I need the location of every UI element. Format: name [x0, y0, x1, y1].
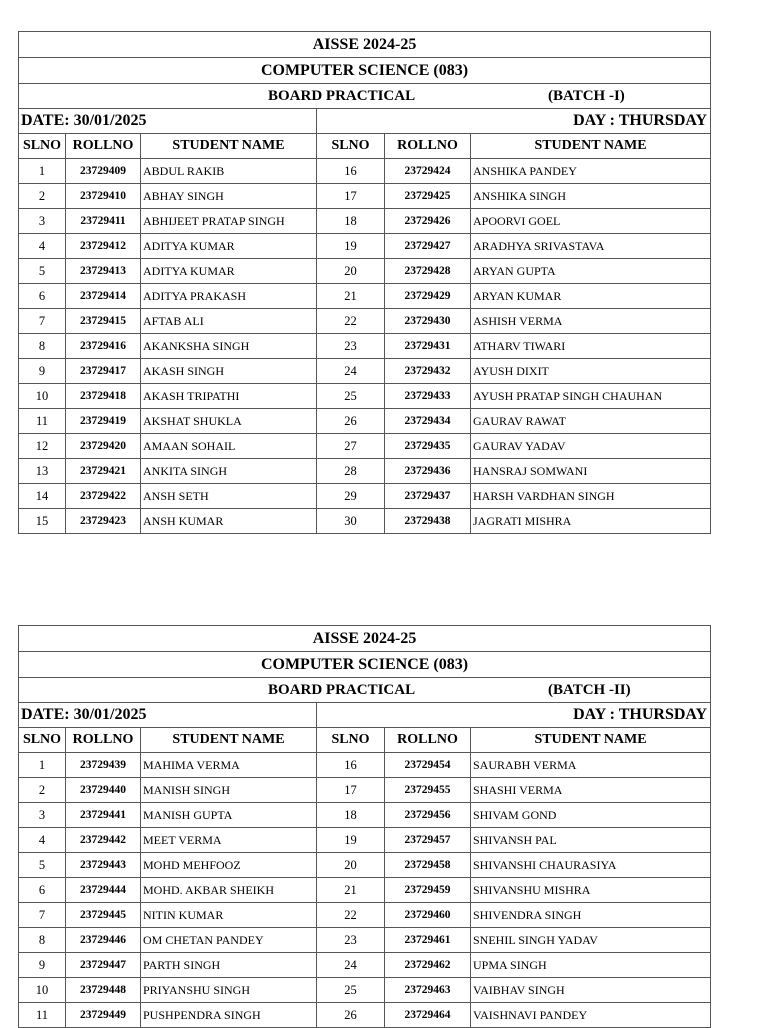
student-name-cell: GAURAV RAWAT	[471, 409, 711, 434]
student-name-cell: ASHISH VERMA	[471, 309, 711, 334]
student-name-cell: PUSHPENDRA SINGH	[141, 1003, 317, 1028]
student-name-cell: NITIN KUMAR	[141, 903, 317, 928]
student-name-cell: AKASH TRIPATHI	[141, 384, 317, 409]
batch-label: (BATCH -I)	[548, 88, 625, 104]
student-name-cell: GAURAV YADAV	[471, 434, 711, 459]
slno-cell: 1	[19, 753, 66, 778]
student-name-cell: AKSHAT SHUKLA	[141, 409, 317, 434]
rollno-cell: 23729459	[385, 878, 471, 903]
slno-cell: 16	[317, 753, 385, 778]
slno-cell: 14	[19, 484, 66, 509]
table-row	[19, 234, 711, 259]
exam-title: AISSE 2024-25	[19, 32, 711, 58]
slno-cell: 20	[317, 853, 385, 878]
student-name-cell: ARYAN GUPTA	[471, 259, 711, 284]
student-name-cell: ADITYA KUMAR	[141, 259, 317, 284]
table-row	[19, 309, 711, 334]
header-rollno: ROLLNO	[385, 134, 471, 159]
rollno-cell: 23729439	[66, 753, 141, 778]
table-row	[19, 409, 711, 434]
slno-cell: 2	[19, 184, 66, 209]
slno-cell: 7	[19, 903, 66, 928]
table-row	[19, 159, 711, 184]
slno-cell: 15	[19, 509, 66, 534]
header-slno: SLNO	[19, 728, 66, 753]
slno-cell: 17	[317, 184, 385, 209]
rollno-cell: 23729444	[66, 878, 141, 903]
slno-cell: 1	[19, 159, 66, 184]
table-row	[19, 878, 711, 903]
rollno-cell: 23729454	[385, 753, 471, 778]
student-name-cell: ADITYA PRAKASH	[141, 284, 317, 309]
batch-1-table	[18, 31, 711, 534]
student-name-cell: SHIVAM GOND	[471, 803, 711, 828]
student-name-cell: ANSHIKA PANDEY	[471, 159, 711, 184]
batch-2-sheet	[18, 625, 710, 1028]
rollno-cell: 23729438	[385, 509, 471, 534]
exam-title: AISSE 2024-25	[19, 626, 711, 652]
table-row	[19, 384, 711, 409]
slno-cell: 16	[317, 159, 385, 184]
student-name-cell: AKASH SINGH	[141, 359, 317, 384]
table-row	[19, 284, 711, 309]
header-student-name: STUDENT NAME	[141, 728, 317, 753]
student-name-cell: SNEHIL SINGH YADAV	[471, 928, 711, 953]
header-slno: SLNO	[317, 728, 385, 753]
slno-cell: 2	[19, 778, 66, 803]
batch-1-sheet	[18, 31, 710, 534]
table-row	[19, 778, 711, 803]
student-name-cell: MANISH SINGH	[141, 778, 317, 803]
student-name-cell: MEET VERMA	[141, 828, 317, 853]
slno-cell: 9	[19, 359, 66, 384]
table-row	[19, 334, 711, 359]
subject-title: COMPUTER SCIENCE (083)	[19, 652, 711, 678]
rollno-cell: 23729417	[66, 359, 141, 384]
table-row	[19, 953, 711, 978]
rollno-cell: 23729413	[66, 259, 141, 284]
student-name-cell: SHASHI VERMA	[471, 778, 711, 803]
slno-cell: 17	[317, 778, 385, 803]
rollno-cell: 23729425	[385, 184, 471, 209]
slno-cell: 18	[317, 803, 385, 828]
table-row	[19, 903, 711, 928]
rollno-cell: 23729461	[385, 928, 471, 953]
rollno-cell: 23729464	[385, 1003, 471, 1028]
batch-2-rows	[19, 753, 711, 1028]
student-name-cell: ADITYA KUMAR	[141, 234, 317, 259]
student-name-cell: JAGRATI MISHRA	[471, 509, 711, 534]
rollno-cell: 23729456	[385, 803, 471, 828]
rollno-cell: 23729428	[385, 259, 471, 284]
student-name-cell: AMAAN SOHAIL	[141, 434, 317, 459]
student-name-cell: OM CHETAN PANDEY	[141, 928, 317, 953]
slno-cell: 25	[317, 978, 385, 1003]
rollno-cell: 23729446	[66, 928, 141, 953]
rollno-cell: 23729424	[385, 159, 471, 184]
student-name-cell: APOORVI GOEL	[471, 209, 711, 234]
student-name-cell: ABHAY SINGH	[141, 184, 317, 209]
table-row	[19, 434, 711, 459]
rollno-cell: 23729410	[66, 184, 141, 209]
slno-cell: 22	[317, 309, 385, 334]
batch-1-rows	[19, 159, 711, 534]
rollno-cell: 23729442	[66, 828, 141, 853]
rollno-cell: 23729458	[385, 853, 471, 878]
rollno-cell: 23729431	[385, 334, 471, 359]
rollno-cell: 23729437	[385, 484, 471, 509]
student-name-cell: AYUSH PRATAP SINGH CHAUHAN	[471, 384, 711, 409]
student-name-cell: MAHIMA VERMA	[141, 753, 317, 778]
slno-cell: 4	[19, 234, 66, 259]
table-row	[19, 359, 711, 384]
slno-cell: 9	[19, 953, 66, 978]
table-row	[19, 259, 711, 284]
table-row	[19, 209, 711, 234]
slno-cell: 19	[317, 828, 385, 853]
student-name-cell: MOHD. AKBAR SHEIKH	[141, 878, 317, 903]
slno-cell: 21	[317, 878, 385, 903]
rollno-cell: 23729432	[385, 359, 471, 384]
table-row	[19, 509, 711, 534]
student-name-cell: ANSHIKA SINGH	[471, 184, 711, 209]
rollno-cell: 23729436	[385, 459, 471, 484]
slno-cell: 11	[19, 1003, 66, 1028]
rollno-cell: 23729416	[66, 334, 141, 359]
slno-cell: 10	[19, 384, 66, 409]
header-rollno: ROLLNO	[385, 728, 471, 753]
student-name-cell: ANSH KUMAR	[141, 509, 317, 534]
student-name-cell: HARSH VARDHAN SINGH	[471, 484, 711, 509]
slno-cell: 8	[19, 334, 66, 359]
rollno-cell: 23729440	[66, 778, 141, 803]
subject-title: COMPUTER SCIENCE (083)	[19, 58, 711, 84]
student-name-cell: ARADHYA SRIVASTAVA	[471, 234, 711, 259]
exam-day: DAY : THURSDAY	[317, 109, 711, 134]
rollno-cell: 23729429	[385, 284, 471, 309]
slno-cell: 26	[317, 409, 385, 434]
rollno-cell: 23729423	[66, 509, 141, 534]
slno-cell: 29	[317, 484, 385, 509]
slno-cell: 23	[317, 928, 385, 953]
rollno-cell: 23729445	[66, 903, 141, 928]
header-student-name: STUDENT NAME	[141, 134, 317, 159]
slno-cell: 3	[19, 803, 66, 828]
slno-cell: 25	[317, 384, 385, 409]
rollno-cell: 23729419	[66, 409, 141, 434]
table-row	[19, 184, 711, 209]
exam-date: DATE: 30/01/2025	[19, 109, 317, 134]
rollno-cell: 23729449	[66, 1003, 141, 1028]
header-rollno: ROLLNO	[66, 134, 141, 159]
rollno-cell: 23729448	[66, 978, 141, 1003]
student-name-cell: SAURABH VERMA	[471, 753, 711, 778]
slno-cell: 24	[317, 359, 385, 384]
batch-2-table	[18, 625, 711, 1028]
slno-cell: 21	[317, 284, 385, 309]
header-student-name: STUDENT NAME	[471, 134, 711, 159]
student-name-cell: UPMA SINGH	[471, 953, 711, 978]
table-row	[19, 484, 711, 509]
rollno-cell: 23729412	[66, 234, 141, 259]
slno-cell: 7	[19, 309, 66, 334]
student-name-cell: SHIVANSH PAL	[471, 828, 711, 853]
slno-cell: 3	[19, 209, 66, 234]
rollno-cell: 23729434	[385, 409, 471, 434]
rollno-cell: 23729435	[385, 434, 471, 459]
table-row	[19, 803, 711, 828]
student-name-cell: ARYAN KUMAR	[471, 284, 711, 309]
student-name-cell: HANSRAJ SOMWANI	[471, 459, 711, 484]
rollno-cell: 23729430	[385, 309, 471, 334]
student-name-cell: SHIVANSHI CHAURASIYA	[471, 853, 711, 878]
student-name-cell: VAIBHAV SINGH	[471, 978, 711, 1003]
rollno-cell: 23729414	[66, 284, 141, 309]
slno-cell: 8	[19, 928, 66, 953]
rollno-cell: 23729418	[66, 384, 141, 409]
student-name-cell: ANKITA SINGH	[141, 459, 317, 484]
table-row	[19, 459, 711, 484]
rollno-cell: 23729460	[385, 903, 471, 928]
student-name-cell: PRIYANSHU SINGH	[141, 978, 317, 1003]
slno-cell: 6	[19, 878, 66, 903]
student-name-cell: MOHD MEHFOOZ	[141, 853, 317, 878]
slno-cell: 27	[317, 434, 385, 459]
slno-cell: 13	[19, 459, 66, 484]
student-name-cell: MANISH GUPTA	[141, 803, 317, 828]
slno-cell: 4	[19, 828, 66, 853]
rollno-cell: 23729463	[385, 978, 471, 1003]
table-row	[19, 853, 711, 878]
slno-cell: 10	[19, 978, 66, 1003]
student-name-cell: ANSH SETH	[141, 484, 317, 509]
rollno-cell: 23729409	[66, 159, 141, 184]
slno-cell: 5	[19, 853, 66, 878]
student-name-cell: ABHIJEET PRATAP SINGH	[141, 209, 317, 234]
slno-cell: 30	[317, 509, 385, 534]
student-name-cell: PARTH SINGH	[141, 953, 317, 978]
exam-type: BOARD PRACTICAL	[268, 682, 416, 698]
student-name-cell: AKANKSHA SINGH	[141, 334, 317, 359]
table-row	[19, 753, 711, 778]
rollno-cell: 23729421	[66, 459, 141, 484]
batch-1-body	[19, 32, 711, 159]
rollno-cell: 23729411	[66, 209, 141, 234]
exam-day: DAY : THURSDAY	[317, 703, 711, 728]
rollno-cell: 23729422	[66, 484, 141, 509]
slno-cell: 12	[19, 434, 66, 459]
header-slno: SLNO	[19, 134, 66, 159]
slno-cell: 22	[317, 903, 385, 928]
slno-cell: 19	[317, 234, 385, 259]
slno-cell: 11	[19, 409, 66, 434]
header-rollno: ROLLNO	[66, 728, 141, 753]
rollno-cell: 23729433	[385, 384, 471, 409]
rollno-cell: 23729455	[385, 778, 471, 803]
student-name-cell: ABDUL RAKIB	[141, 159, 317, 184]
batch-label: (BATCH -II)	[548, 682, 631, 698]
slno-cell: 18	[317, 209, 385, 234]
rollno-cell: 23729427	[385, 234, 471, 259]
student-name-cell: VAISHNAVI PANDEY	[471, 1003, 711, 1028]
student-name-cell: SHIVANSHU MISHRA	[471, 878, 711, 903]
exam-type: BOARD PRACTICAL	[268, 88, 416, 104]
rollno-cell: 23729415	[66, 309, 141, 334]
rollno-cell: 23729420	[66, 434, 141, 459]
rollno-cell: 23729441	[66, 803, 141, 828]
student-name-cell: AFTAB ALI	[141, 309, 317, 334]
slno-cell: 26	[317, 1003, 385, 1028]
slno-cell: 20	[317, 259, 385, 284]
rollno-cell: 23729462	[385, 953, 471, 978]
student-name-cell: AYUSH DIXIT	[471, 359, 711, 384]
header-student-name: STUDENT NAME	[471, 728, 711, 753]
table-row	[19, 978, 711, 1003]
rollno-cell: 23729457	[385, 828, 471, 853]
rollno-cell: 23729443	[66, 853, 141, 878]
table-row	[19, 828, 711, 853]
rollno-cell: 23729447	[66, 953, 141, 978]
slno-cell: 28	[317, 459, 385, 484]
exam-date: DATE: 30/01/2025	[19, 703, 317, 728]
student-name-cell: SHIVENDRA SINGH	[471, 903, 711, 928]
rollno-cell: 23729426	[385, 209, 471, 234]
slno-cell: 5	[19, 259, 66, 284]
slno-cell: 23	[317, 334, 385, 359]
slno-cell: 6	[19, 284, 66, 309]
student-name-cell: ATHARV TIWARI	[471, 334, 711, 359]
header-slno: SLNO	[317, 134, 385, 159]
batch-2-body	[19, 626, 711, 753]
slno-cell: 24	[317, 953, 385, 978]
table-row	[19, 928, 711, 953]
